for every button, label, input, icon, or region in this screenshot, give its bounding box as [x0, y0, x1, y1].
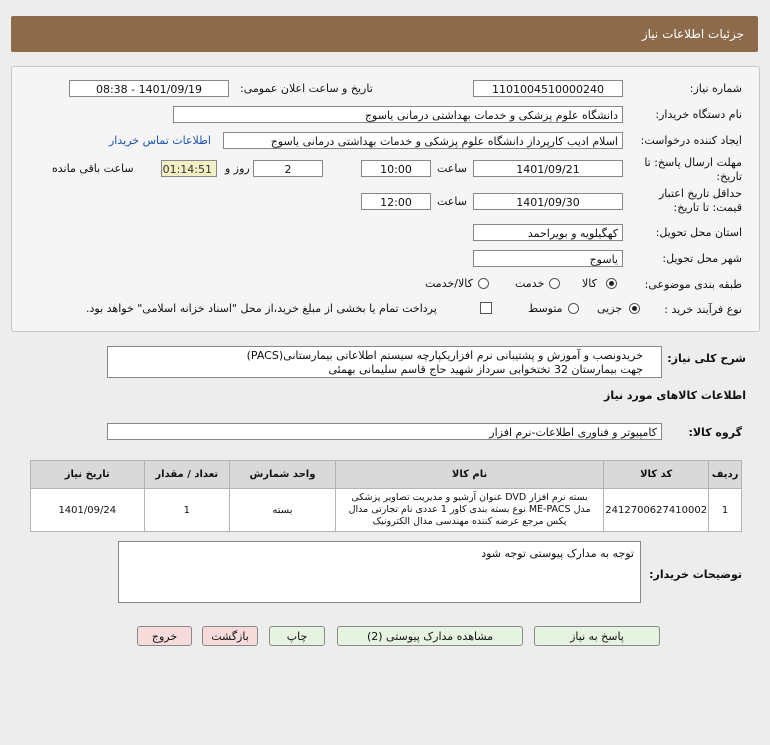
page-title: جزئیات اطلاعات نیاز [641, 27, 744, 41]
notes-text: توجه به مدارک پیوستی توجه شود [481, 547, 634, 560]
notes-label: توضیحات خریدار: [649, 568, 742, 581]
goods-table [30, 460, 742, 532]
remaining-time-field: 01:14:51 [161, 160, 217, 177]
deadline-time-field: 10:00 [361, 160, 431, 177]
process-medium-label: متوسط [528, 302, 563, 315]
category-service-radio[interactable] [549, 278, 560, 289]
category-service-label: خدمت [515, 277, 545, 290]
process-minor-label: جزیی [597, 302, 623, 315]
category-both-label: کالا/خدمت [425, 277, 473, 290]
description-line-2: جهت بیمارستان 32 تختخوابی سرداز شهید حاج قاسم سلیمانی بهمئی [328, 363, 643, 376]
cell-code: 2412700627410002 [604, 489, 709, 532]
description-line-1: خریدونصب و آموزش و پشتیبانی نرم افزاریکپارچه سیستم اطلاعاتی بیمارستانی(PACS) [246, 349, 643, 362]
deadline-date-field: 1401/09/21 [473, 160, 623, 177]
goods-group-field: کامپیوتر و فناوری اطلاعات-نرم افزار [107, 423, 662, 440]
col-name-header: نام کالا [335, 461, 603, 489]
price-validity-time-field: 12:00 [361, 193, 431, 210]
goods-group-label: گروه کالا: [688, 426, 742, 439]
col-unit-header: واحد شمارش [229, 461, 335, 489]
print-button[interactable]: چاپ [269, 626, 325, 646]
cell-name-line-3: پکس مرجع عرضه کننده مهندسی مدال الکترونیک [372, 516, 567, 527]
cell-name-line-1: بسته نرم افزار DVD عنوان آرشیو و مدیریت تصاویر پزشکی [351, 492, 588, 503]
category-both-radio[interactable] [478, 278, 489, 289]
col-code-header: کد کالا [604, 461, 709, 489]
notes-box [118, 541, 641, 603]
goods-info-title: اطلاعات کالاهای مورد نیاز [604, 389, 746, 402]
deadline-label-2: تاریخ: [716, 170, 742, 183]
deadline-label-1: مهلت ارسال پاسخ: تا [644, 156, 742, 169]
need-number-label: شماره نیاز: [689, 82, 742, 95]
days-label: روز و [225, 162, 250, 175]
deadline-time-label: ساعت [437, 162, 467, 175]
cell-qty: 1 [144, 489, 229, 532]
col-date-header: تاریخ نیاز [31, 461, 145, 489]
category-goods-label: کالا [582, 277, 597, 290]
back-button[interactable]: بازگشت [202, 626, 258, 646]
announce-label: تاریخ و ساعت اعلان عمومی: [240, 82, 373, 95]
cell-name [335, 489, 603, 532]
title-bar [11, 16, 758, 52]
category-label: طبقه بندی موضوعی: [644, 278, 742, 291]
price-validity-date-field: 1401/09/30 [473, 193, 623, 210]
table-row [31, 489, 742, 532]
col-row-header: ردیف [709, 461, 742, 489]
category-goods-radio[interactable] [606, 278, 617, 289]
reply-button[interactable]: پاسخ به نیاز [534, 626, 660, 646]
need-number-field: 1101004510000240 [473, 80, 623, 97]
price-validity-label-1: حداقل تاریخ اعتبار [658, 187, 742, 200]
process-minor-radio[interactable] [629, 303, 640, 314]
cell-name-line-2: مدل ME-PACS نوع بسته بندی کاور 1 عددی نام تجارتی مدال [348, 504, 591, 515]
remaining-label: ساعت باقی مانده [52, 162, 134, 175]
creator-field: اسلام ادیب کارپرداز دانشگاه علوم پزشکی و خدمات بهداشتی درمانی یاسوج [223, 132, 623, 149]
col-qty-header: تعداد / مقدار [144, 461, 229, 489]
city-field: یاسوج [473, 250, 623, 267]
cell-unit: بسته [229, 489, 335, 532]
creator-label: ایجاد کننده درخواست: [640, 134, 742, 147]
description-box [107, 346, 662, 378]
description-label: شرح کلی نیاز: [667, 352, 746, 365]
attachments-button[interactable]: مشاهده مدارک پیوستی (2) [337, 626, 523, 646]
process-medium-radio[interactable] [568, 303, 579, 314]
process-label: نوع فرآیند خرید : [664, 303, 742, 316]
buyer-org-field: دانشگاه علوم پزشکی و خدمات بهداشتی درمانی یاسوج [173, 106, 623, 123]
cell-row: 1 [709, 489, 742, 532]
cell-date: 1401/09/24 [31, 489, 145, 532]
buyer-org-label: نام دستگاه خریدار: [655, 108, 742, 121]
buyer-contact-link[interactable]: اطلاعات تماس خریدار [109, 134, 211, 147]
announce-field: 1401/09/19 - 08:38 [69, 80, 229, 97]
province-label: استان محل تحویل: [655, 226, 742, 239]
treasury-checkbox[interactable] [480, 302, 492, 314]
treasury-note: پرداخت تمام یا بخشی از مبلغ خرید،از محل "اسناد خزانه اسلامی" خواهد بود. [86, 302, 437, 315]
price-validity-time-label: ساعت [437, 195, 467, 208]
province-field: کهگیلویه و بویراحمد [473, 224, 623, 241]
city-label: شهر محل تحویل: [662, 252, 742, 265]
days-field: 2 [253, 160, 323, 177]
price-validity-label-2: قیمت: تا تاریخ: [673, 201, 742, 214]
exit-button[interactable]: خروج [137, 626, 192, 646]
